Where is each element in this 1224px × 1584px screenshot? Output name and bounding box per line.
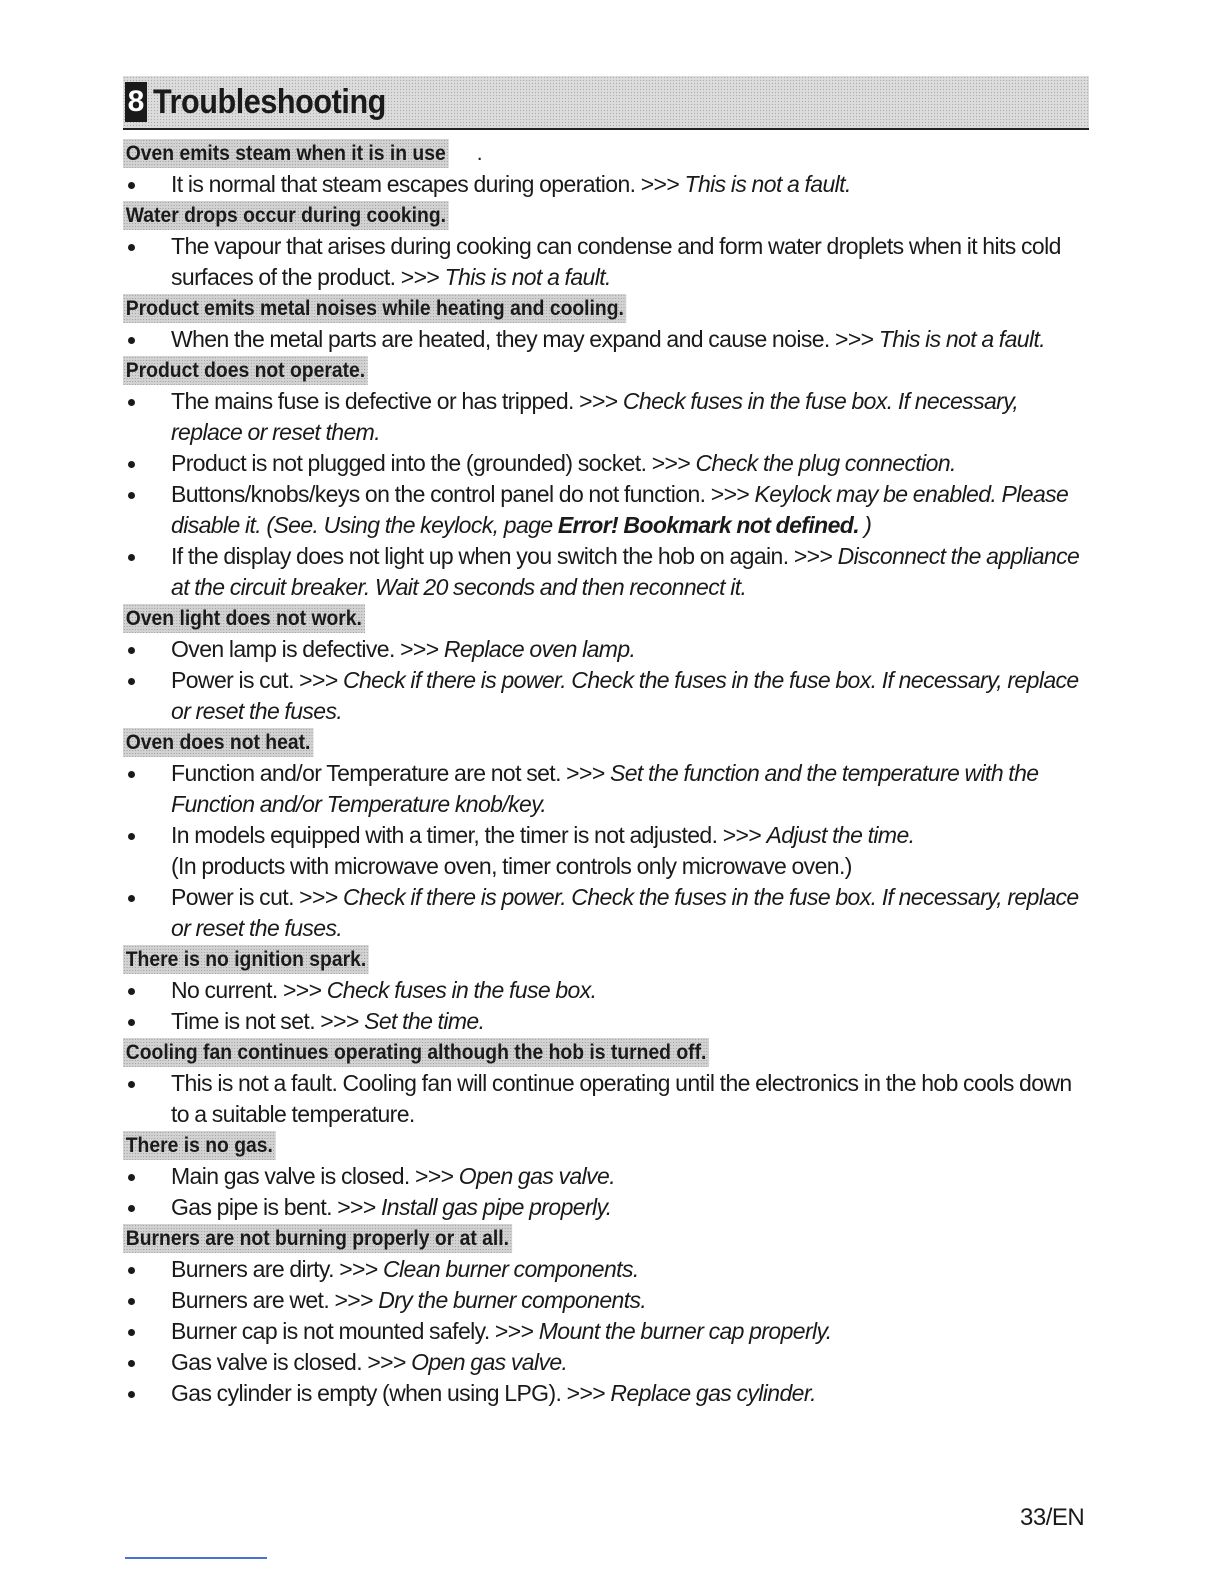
remedy-arrow: >>> <box>494 1318 534 1344</box>
problem-heading: Oven does not heat. <box>123 728 313 757</box>
remedy-text: Set the time. <box>364 1008 485 1034</box>
problem-heading: Burners are not burning properly or at all. <box>123 1224 512 1253</box>
cause-list <box>123 975 1089 1037</box>
cause-text: Gas valve is closed. <box>171 1349 363 1375</box>
cause-text: Burners are dirty. <box>171 1256 334 1282</box>
section-header <box>123 76 1089 130</box>
remedy-arrow: >>> <box>400 264 440 290</box>
cause-text: The vapour that arises during cooking can condense and form water droplets when it hits cold surfaces of the product. <box>171 233 1061 290</box>
list-item <box>123 882 1089 944</box>
bookmark-error-text: Error! Bookmark not defined. <box>557 512 859 538</box>
cause-text: Power is cut. <box>171 667 294 693</box>
list-item <box>123 541 1089 603</box>
remedy-text: Check fuses in the fuse box. <box>326 977 597 1003</box>
remedy-text: This is not a fault. <box>878 326 1046 352</box>
remedy-text: Set the function and the temperature with the Function and/or Temperature knob/key. <box>171 760 1039 817</box>
cause-text: Function and/or Temperature are not set. <box>171 760 561 786</box>
problem-heading-row <box>123 1130 1089 1161</box>
remedy-text: Check the plug connection. <box>695 450 956 476</box>
problem-heading: Oven emits steam when it is in use <box>123 139 448 168</box>
remedy-text: This is not a fault. <box>444 264 611 290</box>
cause-text: Burner cap is not mounted safely. <box>171 1318 490 1344</box>
list-item <box>123 169 1089 200</box>
cause-list <box>123 324 1089 355</box>
list-item <box>123 1006 1089 1037</box>
remedy-text: Check if there is power. Check the fuses in the fuse box. If necessary, replace or reset the fuses. <box>171 667 1079 724</box>
list-item <box>123 1254 1089 1285</box>
list-item <box>123 231 1089 293</box>
list-item <box>123 479 1089 541</box>
problem-heading-row <box>123 200 1089 231</box>
remedy-text: Replace gas cylinder. <box>610 1380 816 1406</box>
cause-text: In models equipped with a timer, the timer is not adjusted. <box>171 822 718 848</box>
problem-heading-row <box>123 1037 1089 1068</box>
remedy-arrow: >>> <box>566 1380 606 1406</box>
problem-heading: Water drops occur during cooking. <box>123 201 449 230</box>
cause-text: Power is cut. <box>171 884 294 910</box>
cause-list <box>123 231 1089 293</box>
remedy-arrow: >>> <box>334 1287 373 1313</box>
cause-text: Buttons/knobs/keys on the control panel do not function. <box>171 481 706 507</box>
remedy-tail: ) <box>864 512 872 538</box>
remedy-arrow: >>> <box>299 667 338 693</box>
list-item <box>123 386 1089 448</box>
cause-text: Burners are wet. <box>171 1287 330 1313</box>
remedy-text: Check fuses in the fuse box. If necessary, replace or reset them. <box>171 388 1019 445</box>
cause-text: No current. <box>171 977 278 1003</box>
cause-text: Gas cylinder is empty (when using LPG). <box>171 1380 562 1406</box>
remedy-arrow: >>> <box>339 1256 378 1282</box>
list-item <box>123 634 1089 665</box>
cause-text: Gas pipe is bent. <box>171 1194 332 1220</box>
remedy-text: Dry the burner components. <box>378 1287 647 1313</box>
remedy-arrow: >>> <box>710 481 750 507</box>
document-page <box>123 76 1089 1409</box>
problem-heading: There is no ignition spark. <box>123 945 369 974</box>
problem-heading: Product emits metal noises while heating and cooling. <box>123 294 627 323</box>
remedy-text: This is not a fault. <box>684 171 851 197</box>
cause-text: Main gas valve is closed. <box>171 1163 410 1189</box>
problem-heading: Product does not operate. <box>123 356 368 385</box>
problem-heading: Cooling fan continues operating although the hob is turned off. <box>123 1038 709 1067</box>
cause-text: This is not a fault. Cooling fan will continue operating until the electronics in the hob cools down to a suitable temperature. <box>171 1070 1072 1127</box>
list-item <box>123 1316 1089 1347</box>
cause-list <box>123 386 1089 603</box>
list-item <box>123 820 1089 851</box>
cause-text: Product is not plugged into the (grounded) socket. <box>171 450 647 476</box>
cause-list <box>123 169 1089 200</box>
cause-text: Oven lamp is defective. <box>171 636 395 662</box>
problem-heading-row <box>123 138 1089 169</box>
cause-text: Time is not set. <box>171 1008 315 1034</box>
remedy-arrow: >>> <box>722 822 762 848</box>
remedy-text: Mount the burner cap properly. <box>538 1318 832 1344</box>
page-number: 33/EN <box>1020 1504 1085 1531</box>
remedy-arrow: >>> <box>320 1008 359 1034</box>
list-item <box>123 1192 1089 1223</box>
problem-heading-row <box>123 293 1089 324</box>
cause-list <box>123 1068 1089 1130</box>
remedy-text: Install gas pipe properly. <box>381 1194 612 1220</box>
problem-heading-suffix: . <box>476 141 483 165</box>
remedy-text: Clean burner components. <box>382 1256 639 1282</box>
remedy-arrow: >>> <box>579 388 618 414</box>
remedy-text: Open gas valve. <box>411 1349 568 1375</box>
footer-rule <box>125 1557 267 1559</box>
list-item <box>123 1285 1089 1316</box>
cause-text: The mains fuse is defective or has tripped. <box>171 388 574 414</box>
remedy-arrow: >>> <box>282 977 322 1003</box>
list-item <box>123 1378 1089 1409</box>
remedy-arrow: >>> <box>640 171 680 197</box>
cause-list <box>123 1254 1089 1409</box>
cause-text: If the display does not light up when you switch the hob on again. <box>171 543 789 569</box>
problem-heading-row <box>123 944 1089 975</box>
remedy-text: Keylock may be enabled. Please disable it. (See. Using the keylock, page <box>171 481 1069 538</box>
problem-heading: There is no gas. <box>123 1131 276 1160</box>
problem-heading-row <box>123 1223 1089 1254</box>
list-item <box>123 975 1089 1006</box>
cause-list <box>123 634 1089 727</box>
list-item-note: (In products with microwave oven, timer controls only microwave oven.) <box>171 853 852 879</box>
list-item <box>123 324 1089 355</box>
problem-heading-row <box>123 355 1089 386</box>
remedy-arrow: >>> <box>793 543 833 569</box>
section-title: Troubleshooting <box>153 82 386 121</box>
cause-text: When the metal parts are heated, they may expand and cause noise. <box>171 326 830 352</box>
list-item <box>123 665 1089 727</box>
problem-heading-row <box>123 603 1089 634</box>
cause-text: It is normal that steam escapes during operation. <box>171 171 636 197</box>
list-item <box>123 1161 1089 1192</box>
list-item <box>123 1068 1089 1130</box>
troubleshooting-list <box>123 138 1089 1409</box>
remedy-text: Adjust the time. <box>766 822 915 848</box>
cause-list <box>123 758 1089 944</box>
remedy-arrow: >>> <box>337 1194 376 1220</box>
remedy-text: Open gas valve. <box>458 1163 615 1189</box>
remedy-arrow: >>> <box>367 1349 406 1375</box>
remedy-arrow: >>> <box>566 760 605 786</box>
remedy-text: Replace oven lamp. <box>443 636 636 662</box>
remedy-arrow: >>> <box>835 326 874 352</box>
section-number-badge: 8 <box>125 82 147 122</box>
remedy-text: Check if there is power. Check the fuses in the fuse box. If necessary, replace or reset the fuses. <box>171 884 1079 941</box>
cause-list <box>123 1161 1089 1223</box>
list-item <box>123 1347 1089 1378</box>
remedy-arrow: >>> <box>299 884 338 910</box>
list-item <box>123 758 1089 820</box>
remedy-arrow: >>> <box>414 1163 454 1189</box>
problem-heading: Oven light does not work. <box>123 604 365 633</box>
list-item <box>123 448 1089 479</box>
remedy-text: Disconnect the appliance at the circuit breaker. Wait 20 seconds and then reconnect it. <box>171 543 1080 600</box>
remedy-arrow: >>> <box>400 636 439 662</box>
problem-heading-row <box>123 727 1089 758</box>
remedy-arrow: >>> <box>651 450 691 476</box>
